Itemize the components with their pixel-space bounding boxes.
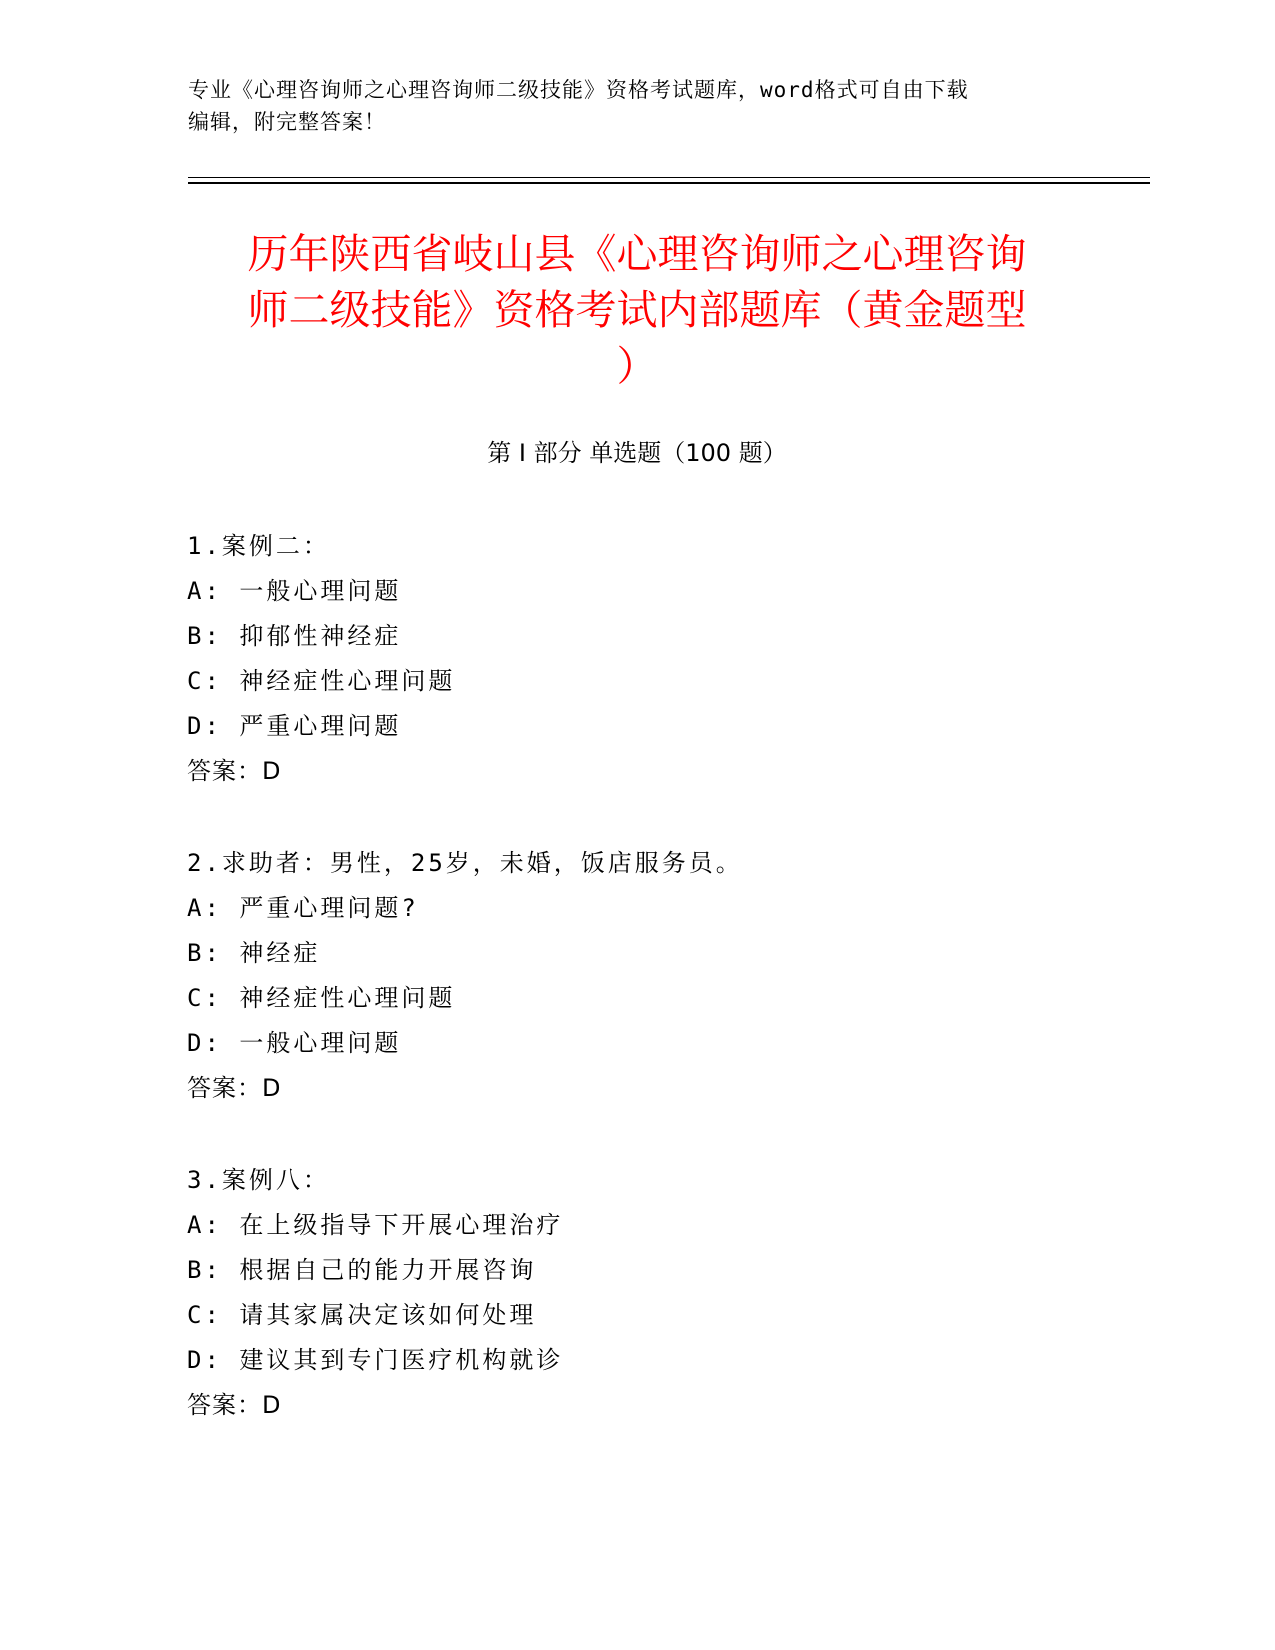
option-b: B: 根据自己的能力开展咨询 — [187, 1256, 537, 1284]
header-note-line2: 编辑，附完整答案！ — [188, 110, 386, 134]
answer: 答案：D — [187, 1074, 282, 1102]
document-title — [188, 226, 1086, 394]
option-d: D: 建议其到专门医疗机构就诊 — [187, 1346, 564, 1374]
header-note-line1: 专业《心理咨询师之心理咨询师二级技能》资格考试题库，word格式可自由下载 — [188, 78, 969, 102]
question-1 — [187, 524, 1087, 794]
question-stem: 1.案例二： — [187, 532, 330, 560]
option-c: C: 请其家属决定该如何处理 — [187, 1301, 537, 1329]
option-b: B: 神经症 — [187, 939, 321, 967]
question-3 — [187, 1158, 1087, 1428]
option-b: B: 抑郁性神经症 — [187, 622, 402, 650]
answer: 答案：D — [187, 1391, 282, 1419]
question-stem: 3.案例八： — [187, 1166, 330, 1194]
document-title-line3: ） — [616, 342, 658, 390]
option-a: A: 在上级指导下开展心理治疗 — [187, 1211, 564, 1239]
option-d: D: 一般心理问题 — [187, 1029, 402, 1057]
answer: 答案：D — [187, 757, 282, 785]
section-heading: 第 I 部分 单选题（100 题） — [487, 439, 787, 467]
header-divider-thick — [188, 182, 1150, 184]
question-stem: 2.求助者：男性，25岁，未婚，饭店服务员。 — [187, 849, 743, 877]
header-note — [188, 74, 1088, 138]
option-a: A: 严重心理问题? — [187, 894, 419, 922]
option-d: D: 严重心理问题 — [187, 712, 402, 740]
document-title-line2: 师二级技能》资格考试内部题库（黄金题型 — [247, 286, 1027, 334]
question-2 — [187, 841, 1087, 1111]
option-a: A: 一般心理问题 — [187, 577, 402, 605]
header-divider-thin — [188, 177, 1150, 178]
document-title-line1: 历年陕西省岐山县《心理咨询师之心理咨询 — [247, 230, 1027, 278]
option-c: C: 神经症性心理问题 — [187, 667, 456, 695]
option-c: C: 神经症性心理问题 — [187, 984, 456, 1012]
